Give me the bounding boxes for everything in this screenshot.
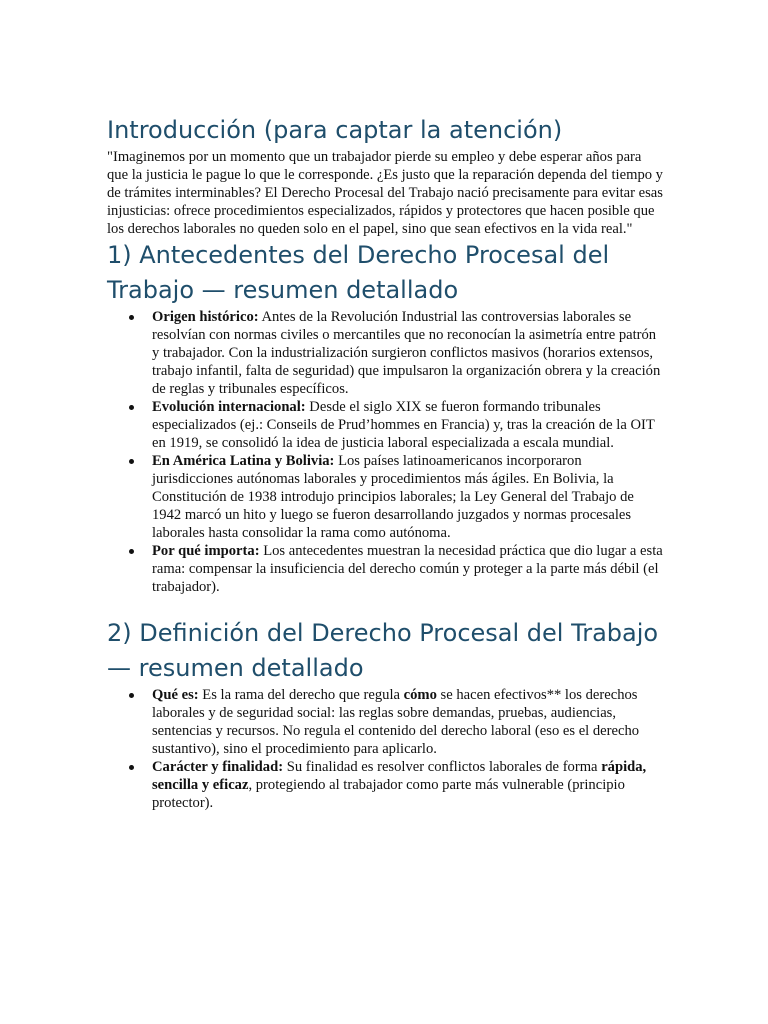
item-label: Carácter y finalidad: — [152, 759, 284, 775]
list-item — [152, 452, 663, 542]
item-emphasis: rápida, sencilla y eficaz — [152, 759, 647, 793]
item-emphasis: cómo — [403, 687, 437, 703]
section2-heading: 2) Definición del Derecho Procesal del Trabajo — resumen detallado — [107, 619, 659, 682]
document-page — [107, 113, 663, 832]
list-item — [152, 542, 663, 596]
item-text: Desde el siglo XIX se fueron formando tribunales especializados (ej.: Conseils de Prud’hommes en Francia) y, tras la creación de la OIT en 1919, se consolidó la idea de justicia laboral especializada a escala mundial. — [152, 399, 655, 451]
item-text: Antes de la Revolución Industrial las controversias laborales se resolvían con normas civiles o mercantiles que no reconocían la asimetría entre patrón y trabajador. Con la industrialización surgieron conflictos masivos (horarios extensos, trabajo infantil, falta de seguridad) que impulsaron la organización obrera y la creación de reglas y tribunales específicos. — [152, 309, 661, 397]
item-label: Qué es: — [152, 687, 199, 703]
section1-heading: 1) Antecedentes del Derecho Procesal del Trabajo — resumen detallado — [107, 241, 610, 304]
intro-paragraph: "Imaginemos por un momento que un trabajador pierde su empleo y debe esperar años para que la justicia le pague lo que le corresponde. ¿Es justo que la reparación dependa del tiempo y de trámites interminables? El Derecho Procesal del Trabajo nació precisamente para evitar esas injusticias: ofrece procedimientos especializados, rápidos y protectores que hacen posible que los derechos laborales no queden solo en el papel, sino que sean efectivos en la vida real." — [107, 149, 663, 237]
list-item — [152, 398, 663, 452]
item-text: Los antecedentes muestran la necesidad práctica que dio lugar a esta rama: compensar la insuficiencia del derecho común y proteger a la parte más débil (el trabajador). — [152, 543, 663, 595]
item-text: Los países latinoamericanos incorporaron jurisdicciones autónomas laborales y procedimientos más ágiles. En Bolivia, la Constitución de 1938 introdujo principios laborales; la Ley General del Trabajo de 1942 marcó un hito y luego se fueron desarrollando juzgados y normas procesales laborales hasta consolidar la rama como autónoma. — [152, 453, 634, 541]
item-text: Es la rama del derecho que regula — [198, 687, 404, 703]
list-item — [152, 758, 663, 812]
list-item — [152, 686, 663, 758]
item-label: Por qué importa: — [152, 543, 260, 559]
list-item — [152, 308, 663, 398]
item-label: Origen histórico: — [152, 309, 259, 325]
item-text: se hacen efectivos** los derechos laborales y de seguridad social: las reglas sobre demandas, pruebas, audiencias, sentencias y recursos. No regula el contenido del derecho laboral (eso es el derecho sustantivo), sino el procedimiento para aplicarlo. — [152, 687, 640, 757]
item-text: Su finalidad es resolver conflictos laborales de forma — [283, 759, 602, 775]
section1-list — [107, 308, 663, 596]
item-text: , protegiendo al trabajador como parte más vulnerable (principio protector). — [152, 777, 625, 811]
intro-heading: Introducción (para captar la atención) — [107, 116, 563, 144]
item-label: Evolución internacional: — [152, 399, 306, 415]
item-label: En América Latina y Bolivia: — [152, 453, 335, 469]
section2-list — [107, 686, 663, 812]
